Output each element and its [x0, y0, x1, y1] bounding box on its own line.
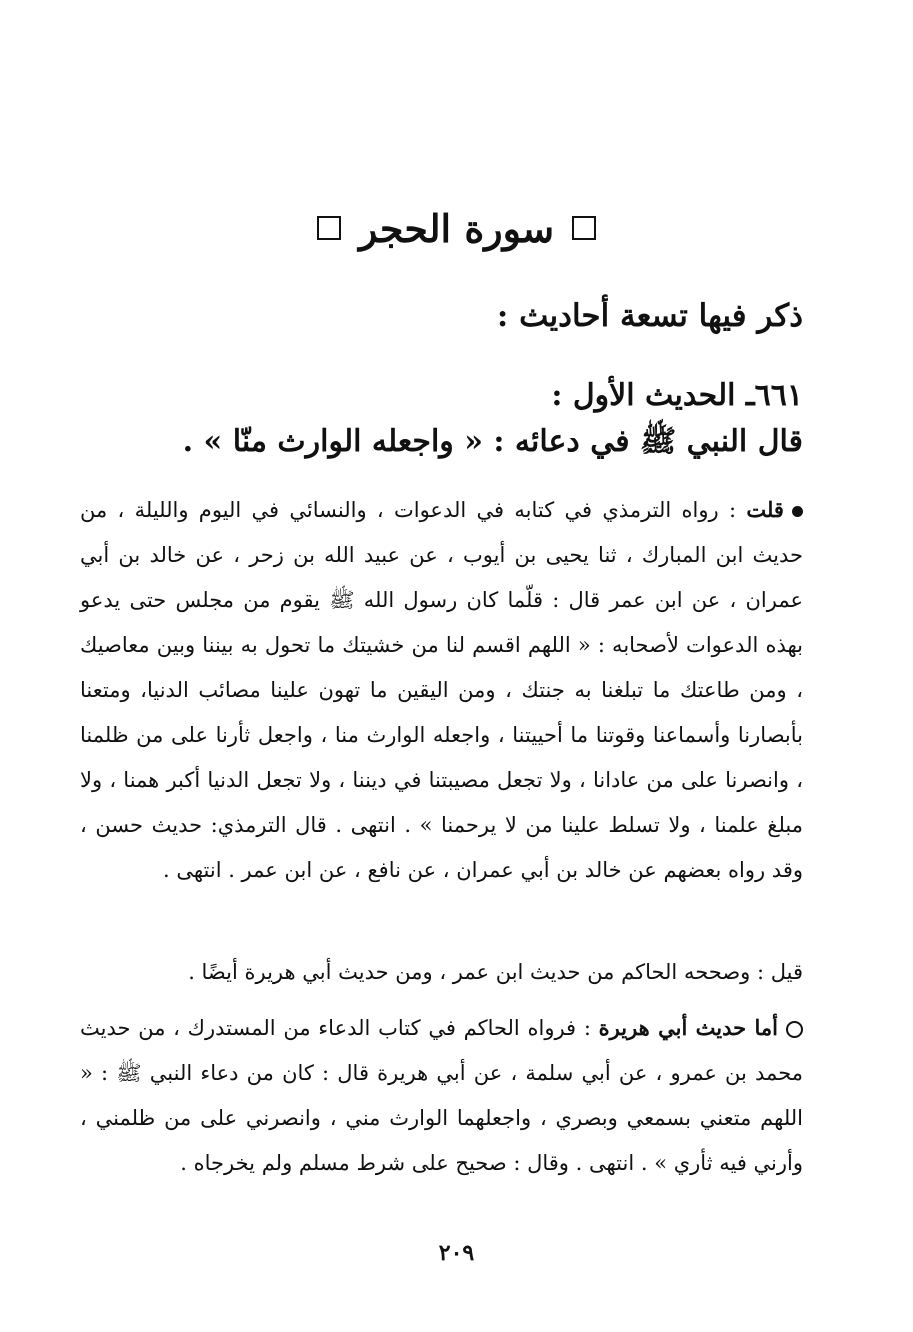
paragraph-body: : رواه الترمذي في كتابه في الدعوات ، والنسائي في اليوم والليلة ، من حديث ابن المبارك ، ثنا يحيى بن أيوب ، عن عبيد الله بن زحر ، عن خالد بن أبي عمران ، عن ابن عمر قال : قلّما كان رسول الله ﷺ يقوم من مجلس حتى يدعو بهذه الدعوات لأصحابه : « اللهم اقسم لنا من خشيتك ما تحول به بيننا وبين معاصيك ، ومن طاعتك ما تبلغنا به جنتك ، ومن اليقين ما تهون علينا مصائب الدنيا، ومتعنا بأبصارنا وأسماعنا وقوتنا ما أحييتنا ، واجعله الوارث منا ، واجعل ثأرنا على من ظلمنا ، وانصرنا على من عادانا ، ولا تجعل مصيبتنا في ديننا ، ولا تجعل الدنيا أكبر همنا ، ولا مبلغ علمنا ، ولا تسلط علينا من لا يرحمنا » . انتهى . قال الترمذي: حديث حسن ، وقد رواه بعضهم عن خالد بن أبي عمران ، عن نافع ، عن ابن عمر . انتهى . — [80, 498, 803, 882]
secondary-paragraph — [80, 1005, 803, 1186]
note-paragraph: قيل : وصححه الحاكم من حديث ابن عمر ، ومن حديث أبي هريرة أيضًا . — [188, 960, 803, 984]
page-number: ٢٠٩ — [438, 1240, 475, 1266]
box-ornament-icon — [572, 216, 596, 240]
hadith-number: ٦٦١ـ الحديث الأول : — [551, 378, 803, 413]
box-ornament-icon — [317, 216, 341, 240]
surah-title: سورة الحجر — [358, 205, 555, 251]
hadith-heading — [103, 373, 803, 465]
paragraph-lead: قلت — [746, 497, 784, 522]
hadith-text: قال النبي ﷺ في دعائه : « واجعله الوارث منّا » . — [182, 424, 803, 459]
bullet-icon — [792, 506, 803, 517]
circle-marker-icon — [786, 1021, 803, 1038]
chapter-intro: ذكر فيها تسعة أحاديث : — [496, 298, 803, 334]
surah-title-block — [0, 198, 913, 258]
paragraph-body: : فرواه الحاكم في كتاب الدعاء من المستدرك ، من حديث محمد بن عمرو ، عن أبي سلمة ، عن أبي هريرة قال : كان من دعاء النبي ﷺ : « اللهم متعني بسمعي وبصري ، واجعلهما الوارث مني ، وانصرني على من ظلمني ، وأرني فيه ثأري » . انتهى . وقال : صحيح على شرط مسلم ولم يخرجاه . — [80, 1016, 803, 1175]
commentary-paragraph — [80, 487, 803, 893]
paragraph-lead: أما حديث أبي هريرة — [598, 1015, 778, 1040]
